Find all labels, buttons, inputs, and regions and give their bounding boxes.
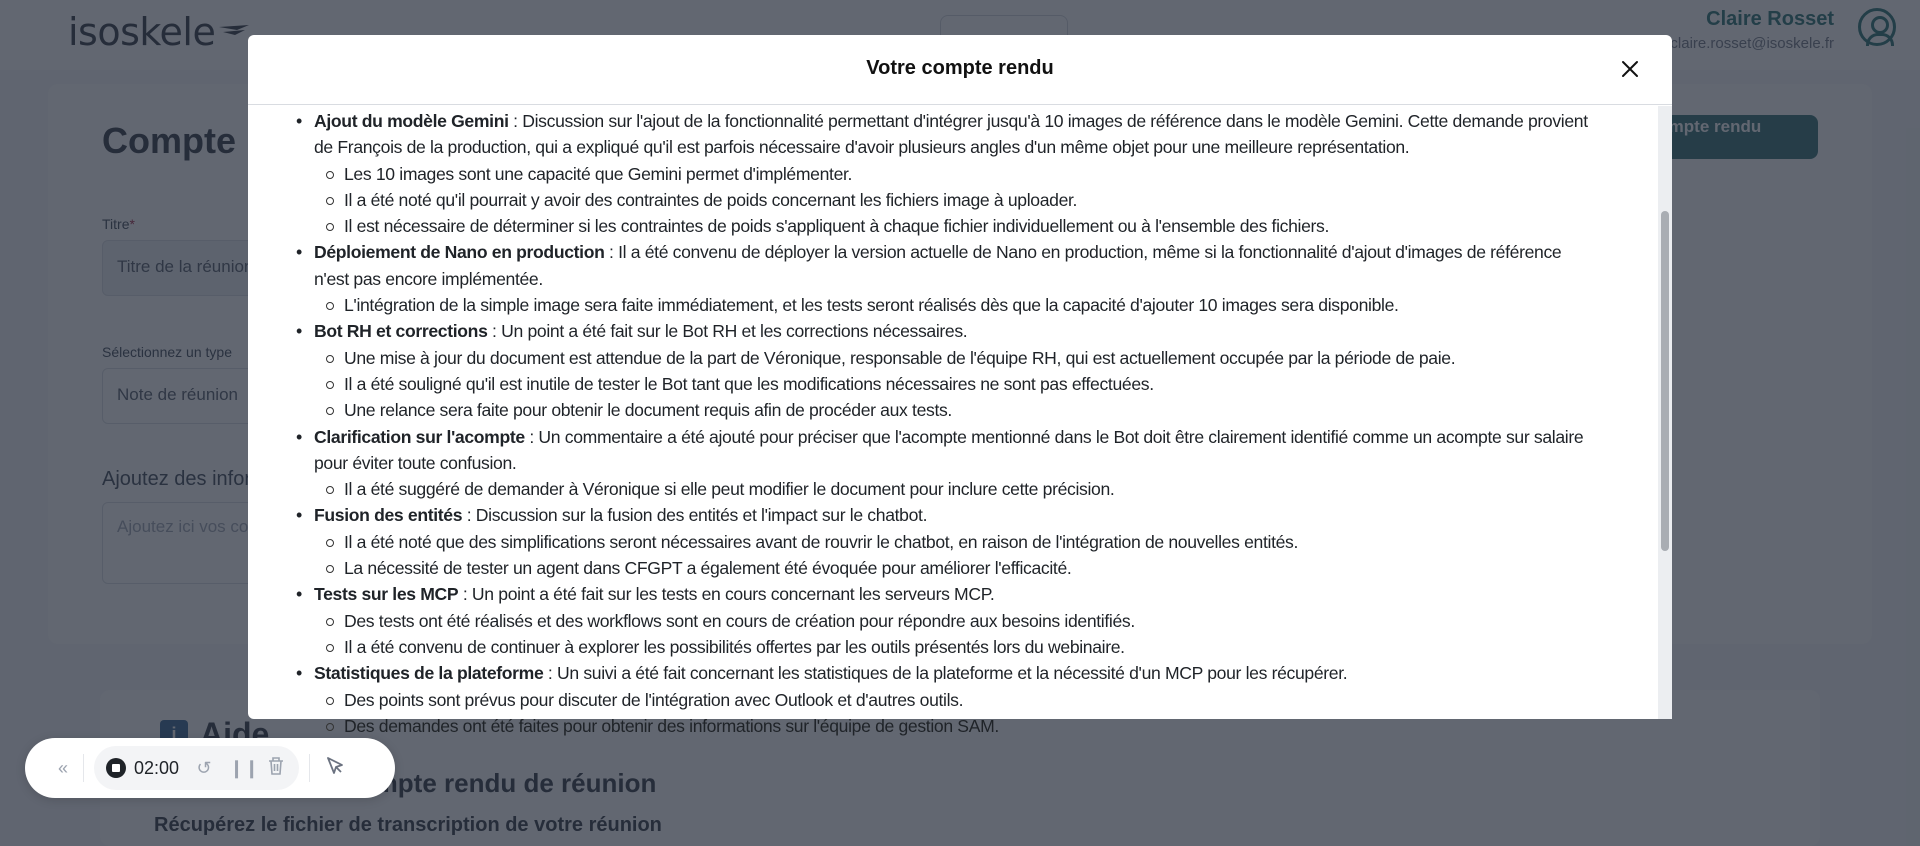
topic-text: : Il a été convenu de déployer la version actuelle de Nano en production, même si la fonctionnalité d'ajout d'images de référence n'est pas encore implémentée. (314, 242, 1562, 289)
scrollbar-thumb[interactable] (1661, 211, 1669, 551)
topic-title: Fusion des entités (314, 505, 463, 526)
topic-title: Déploiement de Nano en production (314, 242, 605, 263)
topic-detail: Une relance sera faite pour obtenir le document requis afin de procéder aux tests. (344, 397, 1598, 423)
topic-detail: Une mise à jour du document est attendue de la part de Véronique, responsable de l'équipe RH, qui est actuellement occupée par la période de paie. (344, 345, 1598, 371)
topic-sublist (314, 161, 1598, 240)
topic-detail: Il a été souligné qu'il est inutile de tester le Bot tant que les modifications nécessaires ne sont pas effectuées. (344, 371, 1598, 397)
topic-item (314, 239, 1598, 318)
modal-scrollbar[interactable] (1658, 106, 1672, 719)
topic-text: : Un point a été fait sur les tests en cours concernant les serveurs MCP. (458, 584, 995, 605)
topic-detail: Il a été noté qu'il pourrait y avoir des contraintes de poids concernant les fichiers image à uploader. (344, 187, 1598, 213)
recording-time: 02:00 (134, 757, 180, 778)
recording-controls (94, 746, 299, 790)
modal-title: Votre compte rendu (866, 57, 1054, 79)
topic-text: : Un point a été fait sur le Bot RH et les corrections nécessaires. (487, 321, 968, 342)
divider (309, 754, 310, 782)
topic-sublist (314, 529, 1598, 582)
close-button[interactable] (1618, 57, 1642, 81)
modal-header (248, 35, 1672, 105)
stop-icon[interactable] (106, 758, 126, 778)
topic-item (314, 581, 1598, 660)
topic-item (314, 424, 1598, 503)
topic-detail: Des demandes ont été faites pour obtenir des informations sur l'équipe de gestion SAM. (344, 713, 1598, 739)
topic-detail: La nécessité de tester un agent dans CFGPT a également été évoquée pour améliorer l'efficacité. (344, 555, 1598, 581)
topic-detail: Il a été noté que des simplifications seront nécessaires avant de rouvrir le chatbot, en raison de l'intégration de nouvelles entités. (344, 529, 1598, 555)
topic-title: Ajout du modèle Gemini (314, 111, 509, 131)
topic-sublist (314, 687, 1598, 740)
topic-detail: L'intégration de la simple image sera faite immédiatement, et les tests seront réalisés dès que la capacité d'ajouter 10 images sera disponible. (344, 292, 1598, 318)
topic-sublist (314, 345, 1598, 424)
pointer-icon[interactable] (324, 755, 348, 782)
topic-text: : Discussion sur la fusion des entités et l'impact sur le chatbot. (462, 505, 928, 526)
topic-item (314, 108, 1598, 239)
collapse-icon[interactable]: « (57, 757, 68, 778)
report-content[interactable] (248, 106, 1658, 736)
topic-text: : Un suivi a été fait concernant les statistiques de la plateforme et la nécessité d'un MCP pour les récupérer. (543, 663, 1348, 684)
topic-title: Tests sur les MCP (314, 584, 459, 605)
topic-title: Clarification sur l'acompte (314, 426, 525, 447)
recorder-toolbar (25, 738, 395, 798)
topic-title: Statistiques de la plateforme (314, 663, 544, 684)
topic-detail: Il a été suggéré de demander à Véronique si elle peut modifier le document pour inclure cette précision. (344, 476, 1598, 502)
close-icon (1618, 57, 1642, 81)
topic-list (314, 108, 1598, 739)
topic-sublist (314, 476, 1598, 502)
topic-detail: Il a été convenu de continuer à explorer les possibilités offertes par les outils présentés lors du webinaire. (344, 634, 1598, 660)
topic-detail: Il est nécessaire de déterminer si les contraintes de poids s'appliquent à chaque fichier individuellement ou à l'ensemble des fichiers. (344, 213, 1598, 239)
topic-text: : Un commentaire a été ajouté pour préciser que l'acompte mentionné dans le Bot doit être clairement identifié comme un acompte sur salaire pour éviter toute confusion. (314, 426, 1584, 473)
topic-detail: Des tests ont été réalisés et des workflows sont en cours de création pour répondre aux besoins identifiés. (344, 608, 1598, 634)
restart-icon[interactable]: ↺ (196, 757, 212, 778)
topic-text: : Discussion sur l'ajout de la fonctionnalité permettant d'intégrer jusqu'à 10 images de référence dans le modèle Gemini. Cette demande provient de François de la production, qui a expliqué qu'il est parfois nécessaire d'avoir plusieurs angles d'un même objet pour une meilleure représentation. (314, 111, 1588, 158)
topic-detail: Les 10 images sont une capacité que Gemini permet d'implémenter. (344, 161, 1598, 187)
delete-icon[interactable] (265, 756, 287, 781)
topic-item (314, 318, 1598, 423)
report-modal (248, 35, 1672, 736)
topic-title: Bot RH et corrections (314, 321, 488, 342)
topic-sublist (314, 292, 1598, 318)
topic-item (314, 502, 1598, 581)
pause-icon[interactable]: ❙❙ (229, 757, 260, 778)
divider (83, 754, 84, 782)
topic-item (314, 660, 1598, 739)
topic-detail: Des points sont prévus pour discuter de l'intégration avec Outlook et d'autres outils. (344, 687, 1598, 713)
topic-sublist (314, 608, 1598, 661)
